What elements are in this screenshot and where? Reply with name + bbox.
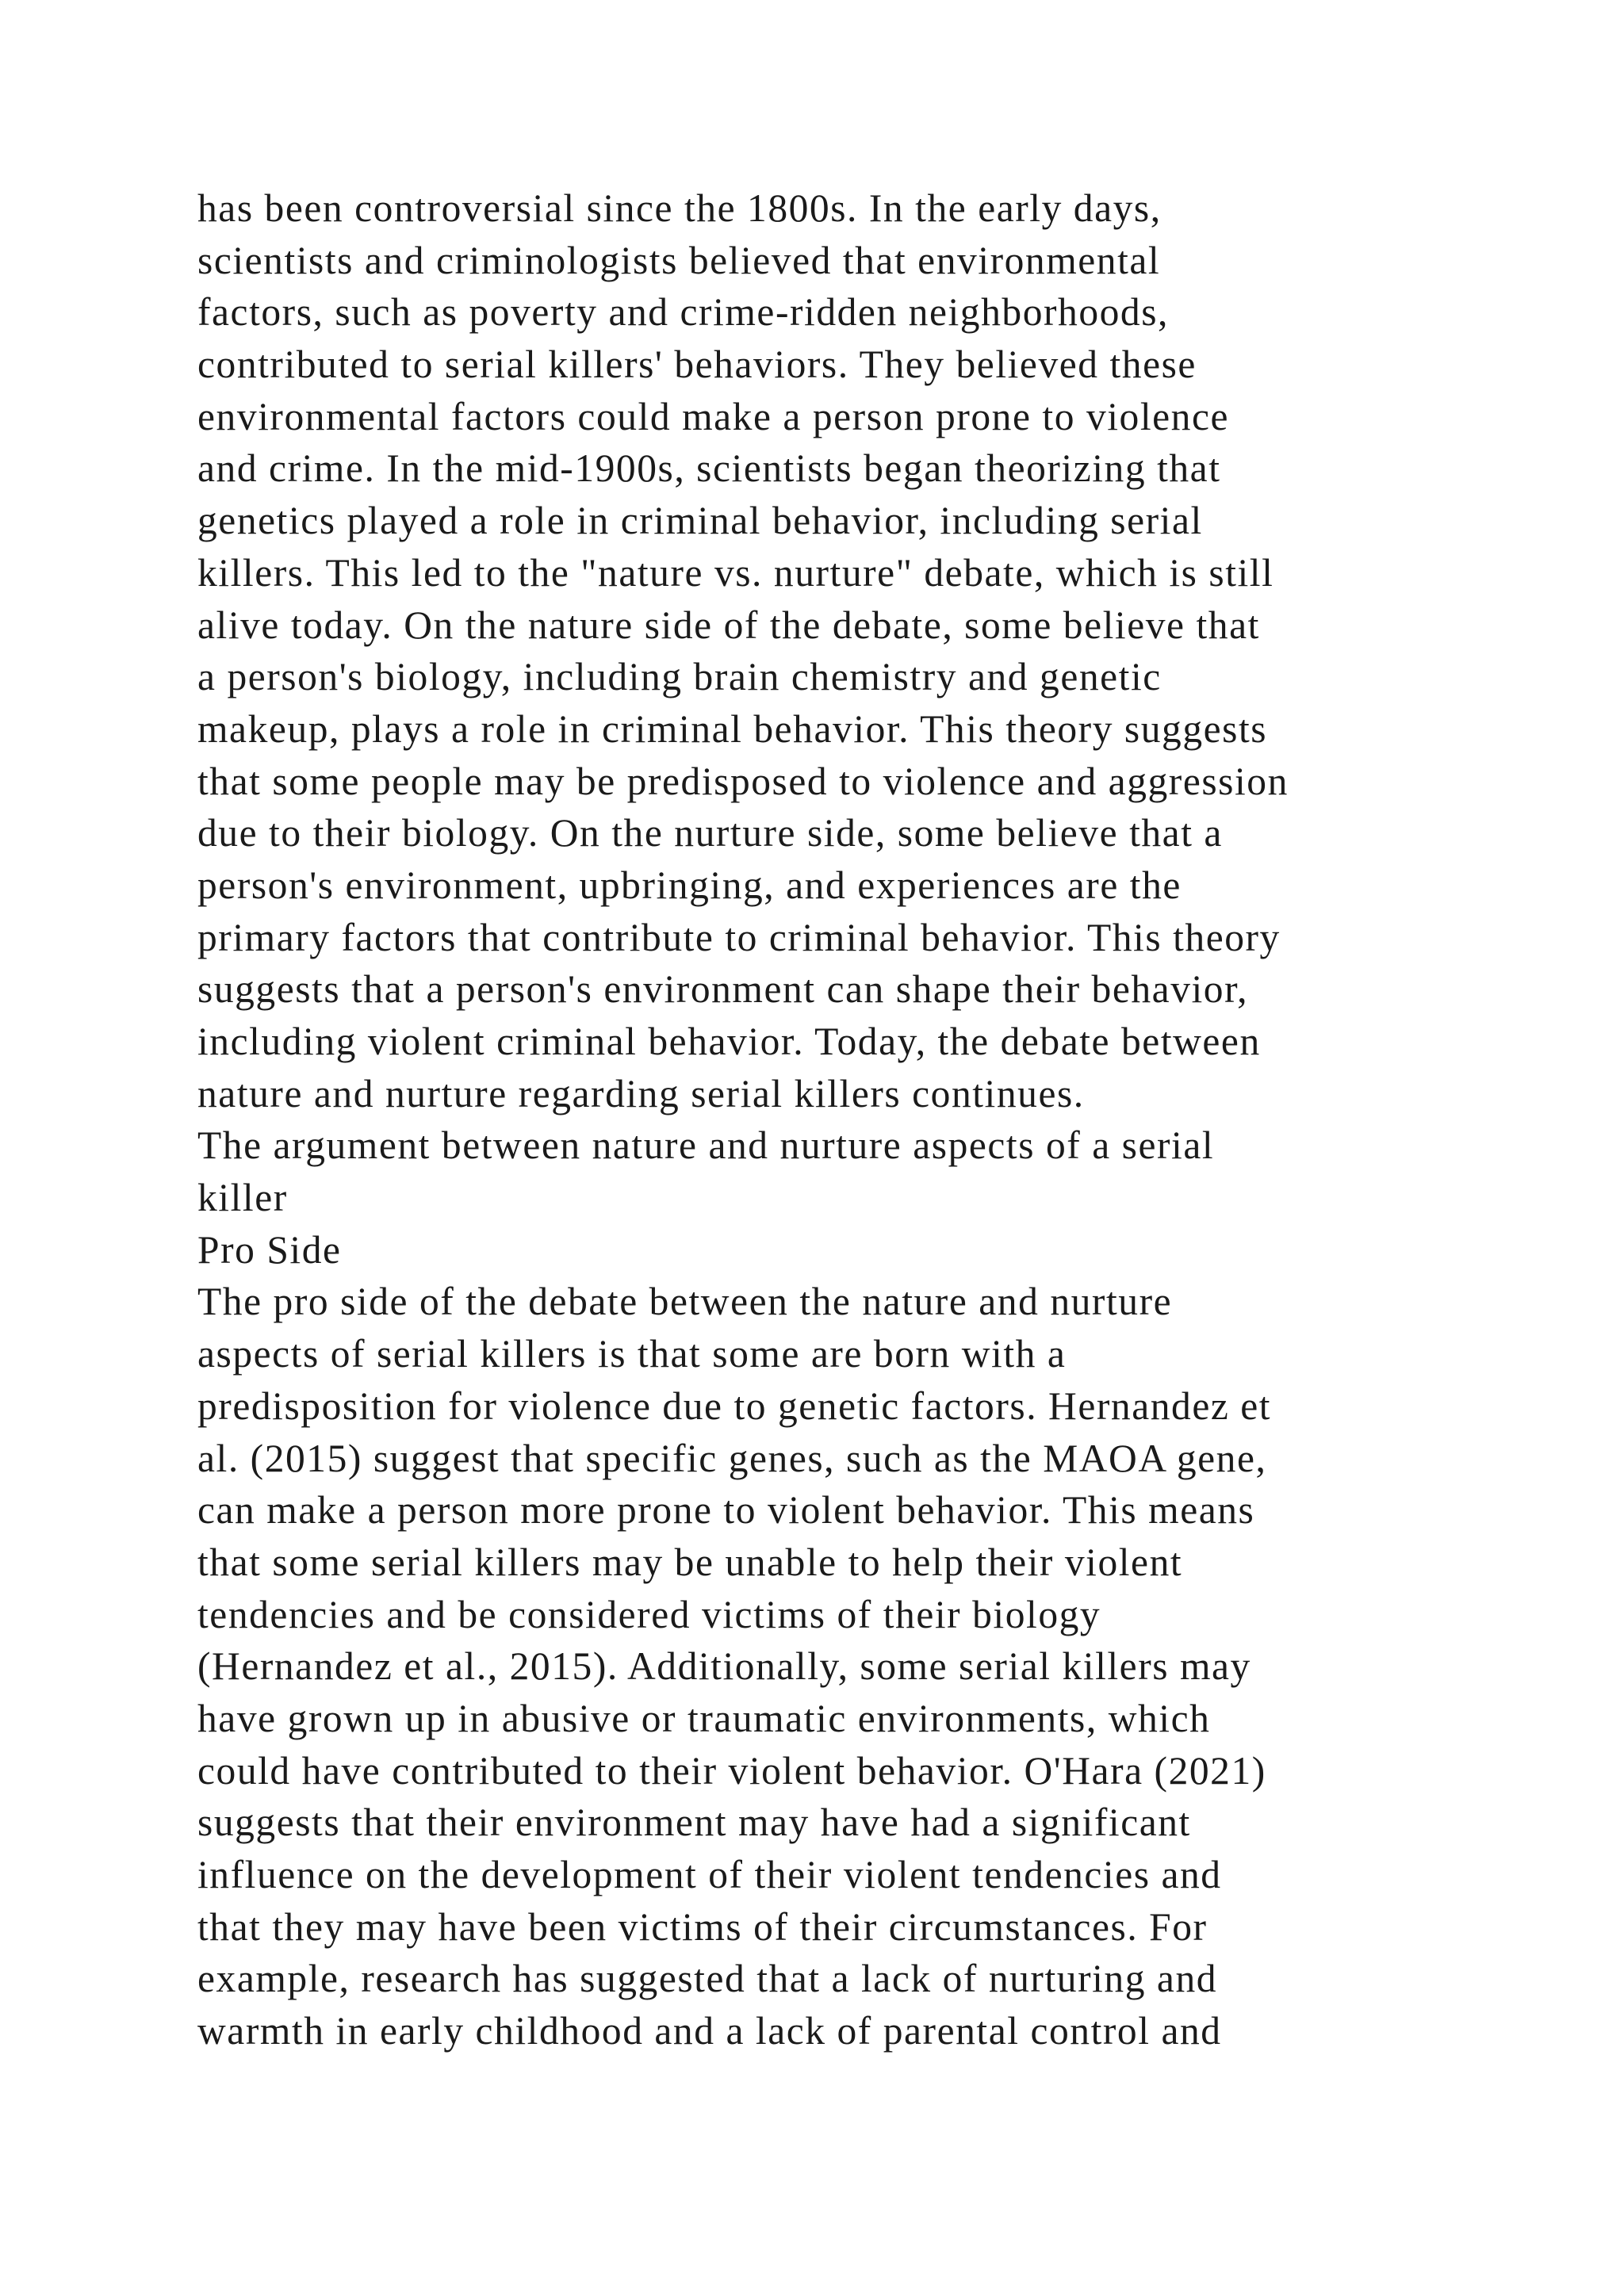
subsection-heading: Pro Side bbox=[197, 1227, 342, 1272]
text-line: al. (2015) suggest that specific genes, such as the MAOA gene, bbox=[197, 1436, 1267, 1480]
text-line: killers. This led to the "nature vs. nurture" debate, which is still bbox=[197, 550, 1274, 595]
text-line: contributed to serial killers' behaviors. They believed these bbox=[197, 342, 1197, 387]
text-line: (Hernandez et al., 2015). Additionally, some serial killers may bbox=[197, 1644, 1251, 1689]
text-line: that some serial killers may be unable to help their violent bbox=[197, 1540, 1183, 1584]
text-line: tendencies and be considered victims of their biology bbox=[197, 1592, 1101, 1636]
text-line: predisposition for violence due to genetic factors. Hernandez et bbox=[197, 1383, 1272, 1428]
text-line: alive today. On the nature side of the debate, some believe that bbox=[197, 603, 1260, 647]
text-line: environmental factors could make a person prone to violence bbox=[197, 394, 1230, 438]
text-line: due to their biology. On the nurture side, some believe that a bbox=[197, 811, 1223, 855]
text-line: including violent criminal behavior. Today, the debate between bbox=[197, 1020, 1261, 1063]
text-line: aspects of serial killers is that some are born with a bbox=[197, 1332, 1067, 1376]
text-line: warmth in early childhood and a lack of parental control and bbox=[197, 2009, 1222, 2053]
text-line: nature and nurture regarding serial killers continues. bbox=[197, 1071, 1085, 1115]
text-line: can make a person more prone to violent behavior. This means bbox=[197, 1488, 1255, 1533]
text-line: have grown up in abusive or traumatic environments, which bbox=[197, 1696, 1211, 1740]
section-heading-line: The argument between nature and nurture aspects of a serial bbox=[197, 1123, 1215, 1168]
text-line: factors, such as poverty and crime-ridden neighborhoods, bbox=[197, 290, 1169, 335]
text-line: suggests that their environment may have had a significant bbox=[197, 1800, 1191, 1845]
text-line: and crime. In the mid-1900s, scientists began theorizing that bbox=[197, 446, 1221, 491]
text-line: that they may have been victims of their circumstances. For bbox=[197, 1904, 1208, 1949]
document-body-text bbox=[197, 182, 1545, 2057]
text-line: could have contributed to their violent behavior. O'Hara (2021) bbox=[197, 1748, 1266, 1793]
text-line: suggests that a person's environment can shape their behavior, bbox=[197, 967, 1249, 1012]
text-line: a person's biology, including brain chemistry and genetic bbox=[197, 655, 1162, 699]
text-line: scientists and criminologists believed that environmental bbox=[197, 238, 1161, 282]
text-line: genetics played a role in criminal behavior, including serial bbox=[197, 499, 1203, 543]
text-line: has been controversial since the 1800s. In the early days, bbox=[197, 186, 1162, 230]
text-line: that some people may be predisposed to violence and aggression bbox=[197, 759, 1289, 803]
text-line: makeup, plays a role in criminal behavior. This theory suggests bbox=[197, 706, 1268, 751]
text-line: The pro side of the debate between the nature and nurture bbox=[197, 1280, 1173, 1324]
text-line: primary factors that contribute to criminal behavior. This theory bbox=[197, 915, 1281, 959]
section-heading-line: killer bbox=[197, 1176, 288, 1220]
text-line: person's environment, upbringing, and experiences are the bbox=[197, 863, 1182, 907]
text-line: influence on the development of their violent tendencies and bbox=[197, 1853, 1222, 1896]
text-line: example, research has suggested that a lack of nurturing and bbox=[197, 1957, 1218, 2001]
